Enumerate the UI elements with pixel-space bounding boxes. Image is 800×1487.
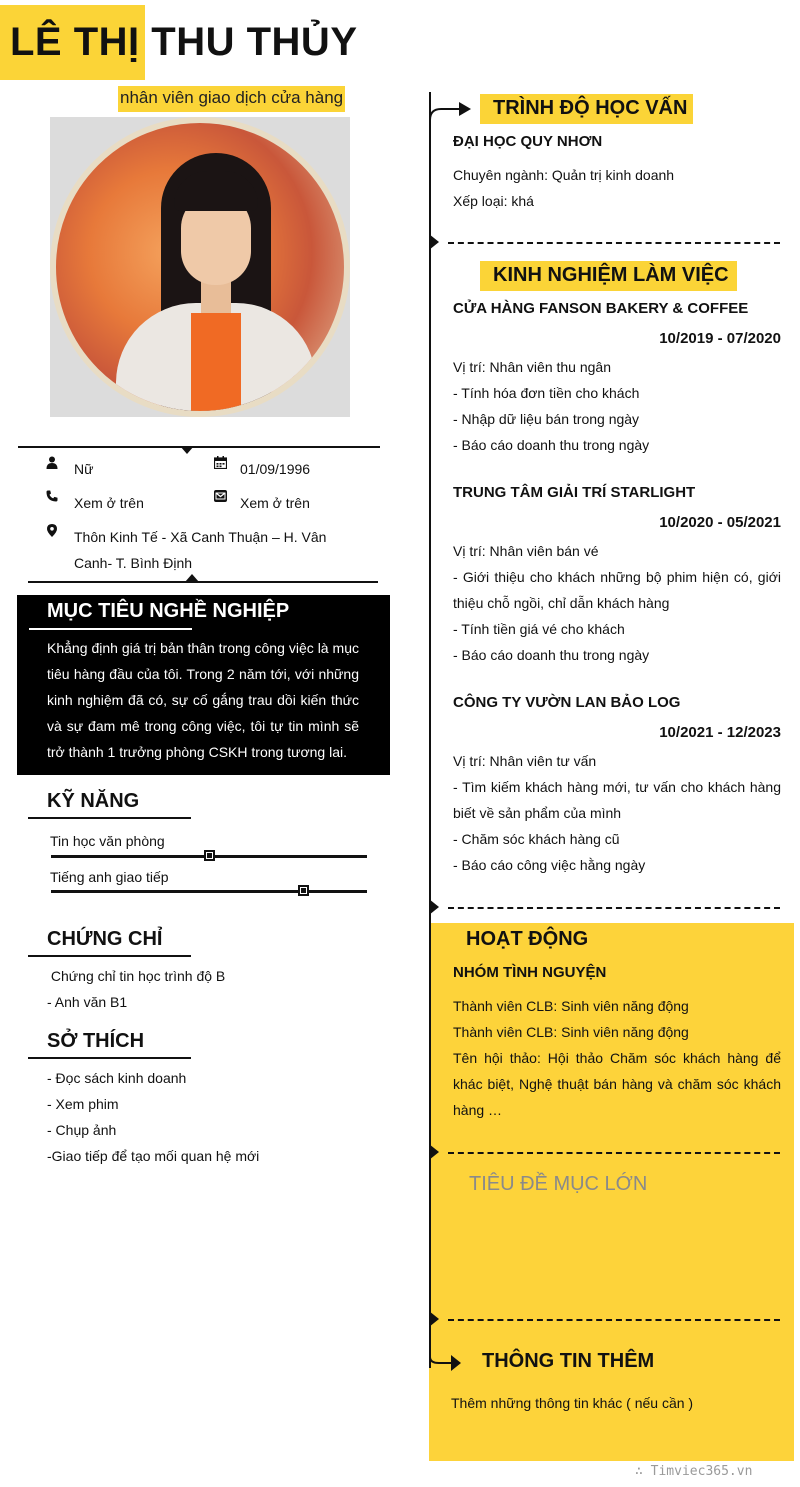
info-bottom-divider: [28, 581, 378, 583]
user-icon: [45, 456, 59, 472]
job-line: - Tìm kiếm khách hàng mới, tư vấn cho khách hàng biết về sản phẩm của mình: [453, 779, 781, 821]
certificates-title: CHỨNG CHỈ: [47, 928, 163, 950]
skills-underline: [28, 817, 191, 819]
skill-bar: [51, 890, 367, 893]
experience-title: KINH NGHIỆM LÀM VIỆC: [493, 264, 729, 286]
timeline-arrow-icon: [429, 100, 474, 127]
objective-underline: [29, 628, 192, 630]
education-title: TRÌNH ĐỘ HỌC VẤN: [493, 97, 688, 119]
placeholder-section-title: TIÊU ĐỀ MỤC LỚN: [469, 1173, 648, 1195]
timeline-marker: [429, 234, 439, 250]
education-school: ĐẠI HỌC QUY NHƠN: [453, 133, 603, 150]
envelope-icon: [213, 490, 227, 505]
phone-value: Xem ở trên: [74, 495, 144, 511]
profile-photo: [50, 117, 350, 417]
hobby-item: - Đọc sách kinh doanh: [47, 1070, 187, 1086]
address-value: Thôn Kinh Tế - Xã Canh Thuận – H. Vân Canh- T. Bình Định: [74, 529, 327, 571]
footer-watermark: ∴ Timviec365.vn: [635, 1464, 753, 1479]
calendar-icon: [213, 456, 227, 472]
skill-name: Tin học văn phòng: [50, 833, 165, 849]
section-divider: [448, 242, 780, 244]
job-line: - Báo cáo công việc hằng ngày: [453, 857, 646, 873]
job-company: TRUNG TÂM GIẢI TRÍ STARLIGHT: [453, 484, 696, 501]
job-line: Vị trí: Nhân viên bán vé: [453, 543, 599, 559]
timeline-marker: [429, 899, 439, 915]
hobby-item: - Xem phim: [47, 1096, 119, 1112]
timeline-marker: [429, 1311, 439, 1327]
objective-text: Khẳng định giá trị bản thân trong công việc là mục tiêu hàng đầu của tôi. Trong 2 năm tới, với những kinh nghiệm đã có, sự cố gắng trau dồi kiến thức và sự đam mê trong công việc, tôi tự tin mình sẽ trở thành 1 trưởng phòng CSKH trong tương lai.: [47, 640, 359, 760]
info-top-divider: [18, 446, 380, 448]
job-dates: 10/2019 - 07/2020: [659, 330, 781, 347]
job-line: Vị trí: Nhân viên tư vấn: [453, 753, 597, 769]
more-info-text: Thêm những thông tin khác ( nếu cần ): [451, 1395, 694, 1411]
job-line: - Nhập dữ liệu bán trong ngày: [453, 411, 640, 427]
job-dates: 10/2021 - 12/2023: [659, 724, 781, 741]
divider-arrow-up: [185, 574, 199, 582]
section-divider: [448, 1319, 780, 1321]
hobbies-title: SỞ THÍCH: [47, 1030, 145, 1052]
job-dates: 10/2020 - 05/2021: [659, 514, 781, 531]
job-line: Vị trí: Nhân viên thu ngân: [453, 359, 611, 375]
objective-title: MỤC TIÊU NGHỀ NGHIỆP: [47, 600, 290, 622]
certificate-item: - Anh văn B1: [47, 994, 128, 1010]
birthday-value: 01/09/1996: [240, 461, 311, 477]
gender-value: Nữ: [74, 461, 94, 477]
job-line: - Tính hóa đơn tiền cho khách: [453, 385, 640, 401]
job-title: nhân viên giao dịch cửa hàng: [118, 86, 345, 112]
activity-line: Thành viên CLB: Sinh viên năng động: [453, 998, 689, 1014]
activities-group: NHÓM TÌNH NGUYỆN: [453, 964, 607, 981]
job-line: - Báo cáo doanh thu trong ngày: [453, 647, 650, 663]
phone-icon: [45, 490, 59, 505]
more-info-title: THÔNG TIN THÊM: [482, 1350, 655, 1372]
objective-section: [17, 595, 390, 775]
job-line: - Chăm sóc khách hàng cũ: [453, 831, 620, 847]
hobby-item: - Chụp ảnh: [47, 1122, 117, 1138]
hobby-item: -Giao tiếp để tạo mối quan hệ mới: [47, 1148, 260, 1164]
timeline-end-arrow-icon: [429, 1350, 463, 1379]
activity-line: Thành viên CLB: Sinh viên năng động: [453, 1024, 689, 1040]
job-line: - Tính tiền giá vé cho khách: [453, 621, 625, 637]
activity-line: Tên hội thảo: Hội thảo Chăm sóc khách hàng để khác biệt, Nghệ thuật bán hàng và chăm sóc khách hàng …: [453, 1050, 781, 1118]
section-divider: [448, 1152, 780, 1154]
education-rank: Xếp loại: khá: [453, 193, 534, 209]
email-value: Xem ở trên: [240, 495, 310, 511]
timeline-line: [429, 92, 431, 1368]
section-divider: [448, 907, 780, 909]
skills-title: KỸ NĂNG: [47, 790, 140, 812]
skill-name: Tiếng anh giao tiếp: [50, 869, 169, 885]
certificate-item: Chứng chỉ tin học trình độ B: [47, 968, 226, 984]
job-company: CÔNG TY VƯỜN LAN BẢO LOG: [453, 694, 681, 711]
divider-arrow-down: [180, 446, 194, 454]
job-line: - Giới thiệu cho khách những bộ phim hiện có, giới thiệu chỗ ngồi, chỉ dẫn khách hàng: [453, 569, 781, 611]
timeline-marker: [429, 1144, 439, 1160]
candidate-name: LÊ THỊ THU THỦY: [10, 20, 358, 64]
certificates-underline: [28, 955, 191, 957]
skill-level-knob: [204, 850, 215, 861]
job-company: CỬA HÀNG FANSON BAKERY & COFFEE: [453, 300, 749, 317]
job-line: - Báo cáo doanh thu trong ngày: [453, 437, 650, 453]
skill-level-knob: [298, 885, 309, 896]
map-marker-icon: [45, 524, 59, 540]
activities-title: HOẠT ĐỘNG: [466, 928, 589, 950]
hobbies-underline: [28, 1057, 191, 1059]
education-major: Chuyên ngành: Quản trị kinh doanh: [453, 167, 675, 183]
